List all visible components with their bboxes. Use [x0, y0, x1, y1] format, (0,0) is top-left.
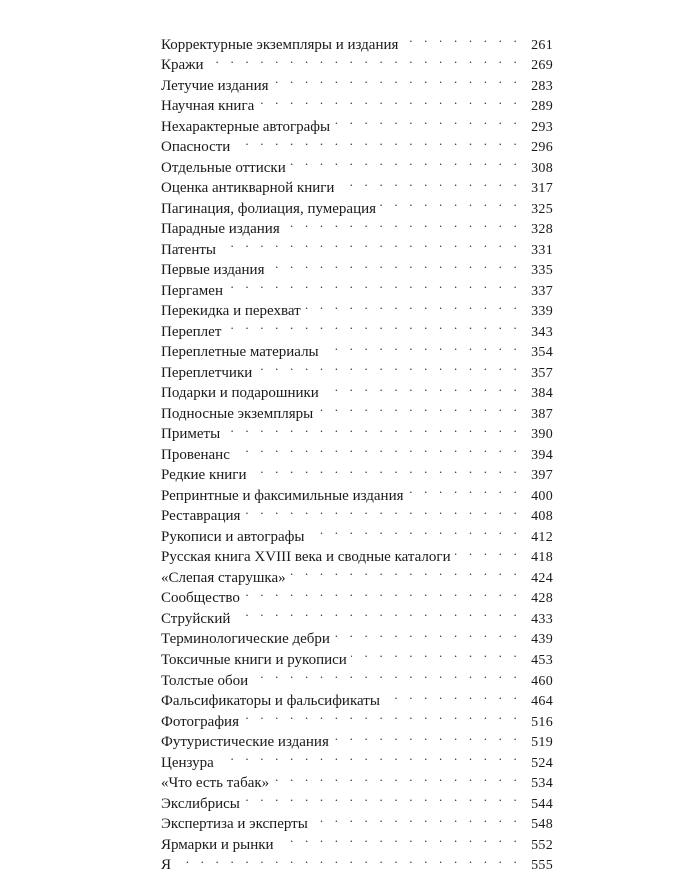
- toc-page-number: 460: [531, 673, 553, 689]
- toc-entry-title: Русская книга XVIII века и сводные каталоги: [161, 549, 451, 566]
- toc-page-number: 424: [531, 570, 553, 586]
- toc-dot-leader: [323, 336, 521, 357]
- toc-dot-leader: [225, 315, 521, 336]
- toc-entry-title: Пагинация, фолиация, пумерация: [161, 200, 377, 217]
- toc-entry-title: Реставрация: [161, 508, 241, 525]
- toc-page-number: 308: [531, 160, 553, 176]
- table-of-contents: [161, 28, 553, 874]
- toc-page-number: 418: [531, 550, 553, 566]
- toc-dot-leader: [402, 28, 521, 49]
- toc-page-number: 519: [531, 735, 553, 751]
- toc-entry-title: «Что есть табак»: [161, 775, 270, 792]
- toc-page-number: 269: [531, 58, 553, 74]
- toc-page-number: 394: [531, 447, 553, 463]
- toc-dot-leader: [312, 808, 521, 829]
- toc-page-number: 552: [531, 837, 553, 853]
- toc-entry-title: Струйский: [161, 610, 231, 627]
- toc-dot-leader: [234, 602, 521, 623]
- toc-dot-leader: [284, 213, 521, 234]
- toc-dot-leader: [224, 418, 521, 439]
- toc-dot-leader: [323, 377, 521, 398]
- toc-entry-title: Нехарактерные автографы: [161, 118, 331, 135]
- toc-page-number: 412: [531, 529, 553, 545]
- toc-page-number: 534: [531, 776, 553, 792]
- toc-entry-title: Я: [161, 857, 172, 874]
- toc-entry: [161, 767, 553, 792]
- toc-dot-leader: [227, 274, 521, 295]
- toc-dot-leader: [380, 192, 521, 213]
- toc-entry-title: Переплет: [161, 323, 222, 340]
- toc-dot-leader: [220, 233, 521, 254]
- toc-dot-leader: [334, 110, 521, 131]
- toc-dot-leader: [258, 90, 521, 111]
- toc-dot-leader: [256, 356, 521, 377]
- toc-entry-title: Фотография: [161, 713, 239, 730]
- toc-dot-leader: [244, 787, 521, 808]
- toc-entry-title: Ярмарки и рынки: [161, 836, 274, 853]
- toc-dot-leader: [351, 643, 521, 664]
- toc-entry-title: Переплетчики: [161, 364, 253, 381]
- toc-page-number: 354: [531, 345, 553, 361]
- toc-page-number: 343: [531, 324, 553, 340]
- toc-entry-title: Репринтные и факсимильные издания: [161, 487, 404, 504]
- toc-page-number: 335: [531, 263, 553, 279]
- toc-page-number: 544: [531, 796, 553, 812]
- toc-entry: [161, 849, 553, 874]
- toc-page-number: 325: [531, 201, 553, 217]
- toc-entry-title: «Слепая старушка»: [161, 569, 286, 586]
- toc-entry-title: Отдельные оттиски: [161, 159, 286, 176]
- toc-entry-title: Футуристические издания: [161, 734, 329, 751]
- toc-dot-leader: [244, 500, 521, 521]
- toc-dot-leader: [273, 69, 522, 90]
- toc-dot-leader: [234, 438, 521, 459]
- toc-entry-title: Опасности: [161, 139, 231, 156]
- toc-dot-leader: [384, 685, 521, 706]
- toc-dot-leader: [290, 561, 521, 582]
- toc-page-number: 387: [531, 406, 553, 422]
- toc-entry: [161, 746, 553, 771]
- toc-page-number: 317: [531, 181, 553, 197]
- toc-entry-title: Приметы: [161, 426, 221, 443]
- toc-entry-title: Оценка антикварной книги: [161, 180, 335, 197]
- toc-page-number: 397: [531, 468, 553, 484]
- toc-entry-title: Экслибрисы: [161, 795, 240, 812]
- toc-entry-title: Пергамен: [161, 282, 223, 299]
- toc-dot-leader: [208, 49, 521, 70]
- toc-entry-title: Парадные издания: [161, 221, 280, 238]
- toc-dot-leader: [252, 664, 521, 685]
- toc-page-number: 433: [531, 611, 553, 627]
- toc-entry-title: Рукописи и автографы: [161, 528, 305, 545]
- toc-entry-title: Первые издания: [161, 262, 265, 279]
- toc-entry-title: Терминологические дебри: [161, 631, 330, 648]
- toc-dot-leader: [234, 131, 521, 152]
- toc-page-number: 331: [531, 242, 553, 258]
- toc-page-number: 357: [531, 365, 553, 381]
- toc-page-number: 555: [531, 858, 553, 874]
- toc-entry-title: Подарки и подарошники: [161, 385, 319, 402]
- toc-page-number: 283: [531, 78, 553, 94]
- toc-dot-leader: [175, 849, 521, 870]
- toc-dot-leader: [338, 172, 521, 193]
- toc-dot-leader: [273, 767, 521, 788]
- toc-dot-leader: [305, 295, 521, 316]
- toc-entry-title: Токсичные книги и рукописи: [161, 651, 347, 668]
- toc-entry-title: Фальсификаторы и фальсификаты: [161, 693, 380, 710]
- toc-page-number: 428: [531, 591, 553, 607]
- toc-entry-title: Переплетные материалы: [161, 344, 319, 361]
- toc-entry-title: Провенанс: [161, 446, 230, 463]
- toc-dot-leader: [244, 582, 521, 603]
- toc-entry-title: Экспертиза и эксперты: [161, 816, 308, 833]
- toc-page-number: 516: [531, 714, 553, 730]
- toc-entry-title: Летучие издания: [161, 77, 269, 94]
- toc-dot-leader: [334, 623, 521, 644]
- toc-dot-leader: [333, 726, 521, 747]
- toc-page-number: 289: [531, 99, 553, 115]
- toc-dot-leader: [268, 254, 521, 275]
- toc-dot-leader: [278, 828, 521, 849]
- toc-page-number: 464: [531, 694, 553, 710]
- toc-page-number: 337: [531, 283, 553, 299]
- toc-entry: [161, 28, 553, 53]
- toc-entry: [161, 233, 553, 258]
- toc-page-number: 439: [531, 632, 553, 648]
- toc-page-number: 408: [531, 509, 553, 525]
- toc-entry-title: Цензура: [161, 754, 214, 771]
- toc-entry-title: Толстые обои: [161, 672, 249, 689]
- toc-entry-title: Научная книга: [161, 98, 255, 115]
- toc-page-number: 390: [531, 427, 553, 443]
- toc-entry-title: Кражи: [161, 57, 204, 74]
- toc-dot-leader: [243, 705, 521, 726]
- toc-page-number: 453: [531, 652, 553, 668]
- toc-page-number: 400: [531, 488, 553, 504]
- toc-page-number: 293: [531, 119, 553, 135]
- toc-page-number: 339: [531, 304, 553, 320]
- toc-page-number: 296: [531, 140, 553, 156]
- toc-entry: [161, 69, 553, 94]
- toc-dot-leader: [250, 459, 521, 480]
- toc-dot-leader: [455, 541, 521, 562]
- toc-dot-leader: [308, 520, 521, 541]
- toc-entry-title: Сообщество: [161, 590, 240, 607]
- toc-entry-title: Корректурные экземпляры и издания: [161, 36, 399, 53]
- toc-page-number: 524: [531, 755, 553, 771]
- toc-dot-leader: [317, 397, 521, 418]
- toc-page-number: 384: [531, 386, 553, 402]
- toc-page-number: 261: [531, 37, 553, 53]
- toc-entry-title: Редкие книги: [161, 467, 247, 484]
- toc-page-number: 328: [531, 222, 553, 238]
- toc-dot-leader: [408, 479, 522, 500]
- toc-entry-title: Перекидка и перехват: [161, 303, 301, 320]
- toc-dot-leader: [290, 151, 521, 172]
- toc-page-number: 548: [531, 817, 553, 833]
- toc-entry-title: Патенты: [161, 241, 216, 258]
- toc-entry: [161, 49, 553, 74]
- toc-dot-leader: [218, 746, 521, 767]
- toc-entry-title: Подносные экземпляры: [161, 405, 314, 422]
